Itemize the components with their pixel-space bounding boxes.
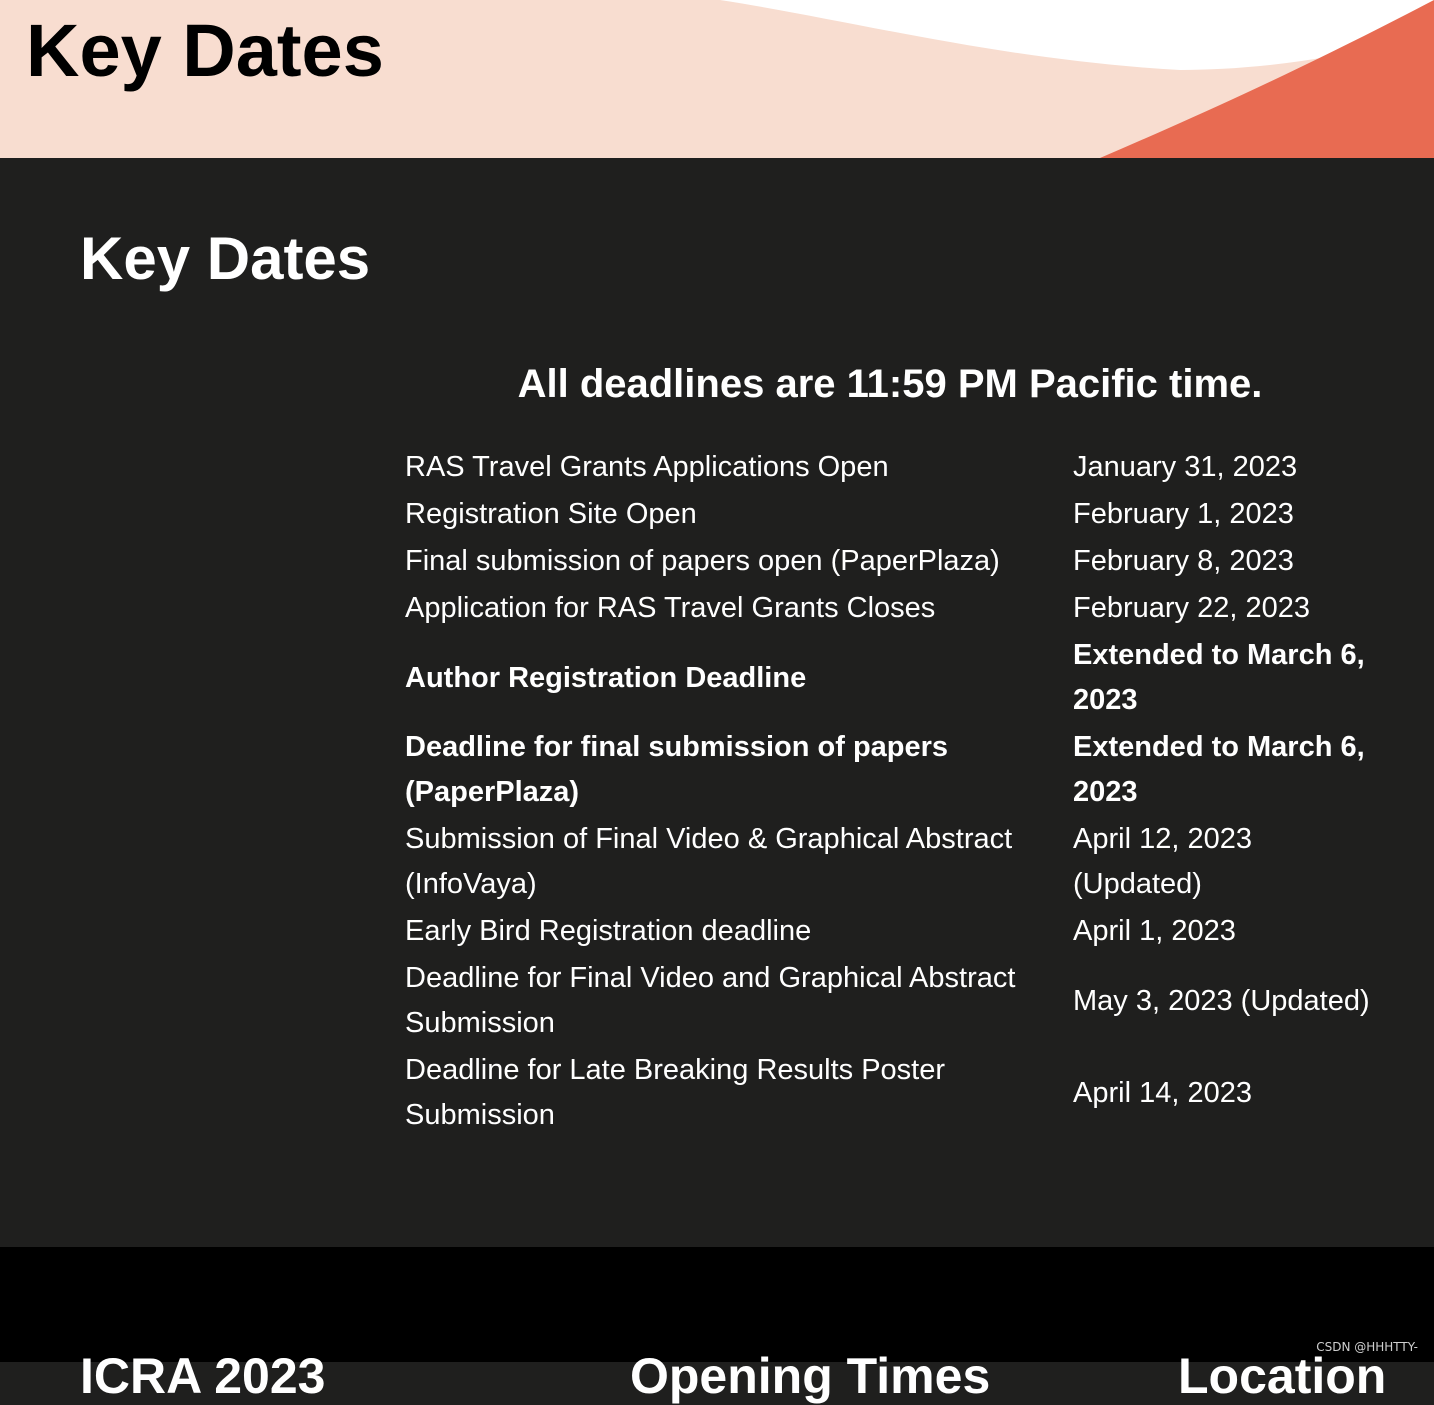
date-row bbox=[405, 724, 1385, 816]
date-row bbox=[405, 955, 1385, 1047]
deadline-notice: All deadlines are 11:59 PM Pacific time. bbox=[517, 362, 1263, 406]
date-row bbox=[405, 491, 1385, 538]
event-name: Deadline for Late Breaking Results Poster Submission bbox=[405, 1054, 946, 1131]
event-name: Early Bird Registration deadline bbox=[405, 915, 812, 947]
key-dates-table bbox=[405, 444, 1385, 1139]
site-footer bbox=[0, 1247, 1434, 1404]
date-row bbox=[405, 585, 1385, 632]
section-heading: Key Dates bbox=[80, 225, 371, 292]
event-name: RAS Travel Grants Applications Open bbox=[405, 451, 889, 483]
date-row bbox=[405, 538, 1385, 585]
event-date: January 31, 2023 bbox=[1073, 451, 1298, 483]
event-name: Final submission of papers open (PaperPlaza) bbox=[405, 545, 1000, 577]
watermark: CSDN @HHHTTY- bbox=[1316, 1340, 1418, 1354]
date-row bbox=[405, 444, 1385, 491]
event-date: February 1, 2023 bbox=[1073, 498, 1294, 530]
event-date: April 1, 2023 bbox=[1073, 915, 1236, 947]
date-row bbox=[405, 1047, 1385, 1139]
event-name: Submission of Final Video & Graphical Abstract (InfoVaya) bbox=[405, 823, 1013, 900]
date-row bbox=[405, 632, 1385, 724]
event-name: Author Registration Deadline bbox=[405, 661, 807, 694]
event-date: April 12, 2023 (Updated) bbox=[1073, 823, 1252, 900]
event-name: Application for RAS Travel Grants Closes bbox=[405, 592, 936, 624]
event-date: May 3, 2023 (Updated) bbox=[1073, 984, 1370, 1017]
footer-title-location: Location bbox=[1178, 1348, 1387, 1404]
event-date: April 14, 2023 bbox=[1073, 1076, 1252, 1109]
event-name: Deadline for Final Video and Graphical Abstract Submission bbox=[405, 962, 1016, 1039]
event-date: February 22, 2023 bbox=[1073, 592, 1310, 624]
date-row bbox=[405, 816, 1385, 908]
key-dates-section bbox=[0, 158, 1434, 1247]
event-date: Extended to March 6, 2023 bbox=[1073, 639, 1365, 716]
event-date: Extended to March 6, 2023 bbox=[1073, 731, 1365, 808]
footer-title-icra: ICRA 2023 bbox=[80, 1348, 326, 1404]
hero-banner bbox=[0, 0, 1434, 158]
event-name: Registration Site Open bbox=[405, 498, 697, 530]
date-row bbox=[405, 908, 1385, 955]
event-name: Deadline for final submission of papers (PaperPlaza) bbox=[405, 731, 949, 808]
event-date: February 8, 2023 bbox=[1073, 545, 1294, 577]
footer-title-opening-times: Opening Times bbox=[630, 1348, 991, 1404]
hero-title: Key Dates bbox=[26, 9, 384, 92]
